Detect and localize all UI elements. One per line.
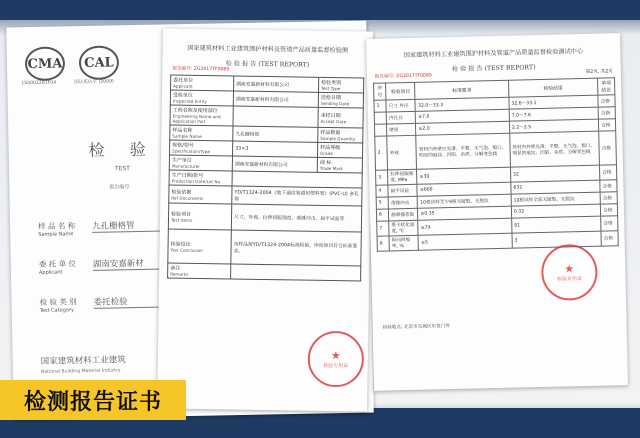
info-key2-en: Sending Date [320, 100, 350, 107]
logo-code-right: 国认监认字 (2009) [74, 79, 114, 86]
info-key-en: Specification/Type [172, 148, 211, 155]
result-no: 8 [377, 236, 389, 251]
result-no: 7 [377, 221, 389, 236]
result-res: 3 [512, 231, 602, 248]
info-key2-cn: 样品等级 [320, 144, 341, 152]
col-con: 单项结论 [598, 78, 615, 95]
info-key [168, 263, 231, 279]
right-title-sub: 检 验 报 告 (TEST REPORT) [451, 64, 536, 73]
result-con: 合格 [600, 180, 617, 192]
info-key2 [317, 142, 362, 158]
result-item: 落锤冲击 [388, 196, 418, 209]
info-key-en: Production Date/Lot No. [171, 178, 222, 185]
middle-title-sub: 检 验 报 告 (TEST REPORT) [225, 60, 310, 69]
result-con: 合格 [599, 131, 617, 165]
info-key-en: Engineering Name and Application Part [172, 113, 221, 125]
info-key-en: Applicant [173, 83, 193, 89]
result-item: 维卡软化温度, ℃ [389, 220, 419, 236]
middle-title-cn: 国家建筑材料工业建筑围护材料及管道产品质量监督检验测 [187, 44, 349, 55]
category-en: Test Category [39, 307, 75, 314]
info-key2-cn: 送检日期 [320, 94, 341, 102]
col-res: 检验结果 [508, 78, 598, 97]
test-location-note: 检验地点: 北京市东城区东直门外 [382, 324, 450, 331]
info-key2 [317, 157, 362, 173]
info-key-cn: 受检单位 [172, 92, 194, 99]
info-key [168, 203, 231, 230]
info-value: 湖南安嘉新材料有限公司 [234, 76, 319, 92]
result-no: 6 [376, 209, 388, 221]
info-key-cn: 检验依据 [171, 189, 192, 196]
info-key2 [318, 92, 363, 108]
info-key2 [318, 127, 363, 143]
result-res: 7.0～7.6 [509, 107, 598, 121]
info-value: 湖南安嘉新材料有限公司 [233, 91, 318, 107]
middle-title [172, 43, 362, 70]
result-res: 2.2～2.5 [509, 119, 598, 133]
info-value [233, 106, 318, 127]
result-res: 32 [510, 165, 600, 182]
client-row [39, 258, 76, 276]
sample-name-value: 九孔栅格管 [92, 219, 162, 233]
info-key-cn: 检验结论 [170, 241, 191, 248]
result-item: 静摩擦系数 [389, 208, 419, 221]
info-key [171, 75, 234, 91]
info-key2-en: Trade Mark [319, 165, 343, 172]
info-key [170, 140, 233, 156]
result-res: 632 [511, 180, 600, 194]
result-con: 合格 [600, 165, 617, 180]
info-key2-en: Grade [320, 150, 333, 157]
logo-code-left: 150002281F04 [21, 80, 57, 87]
info-value: 33×3 [233, 141, 318, 157]
client-en: Applicant [38, 269, 63, 276]
result-req: ≥600 [417, 182, 511, 196]
category-label: 检 验 类 别 [39, 297, 77, 307]
info-key-en: Test Conclusion [170, 247, 203, 253]
certification-logos [25, 45, 120, 81]
info-key2-en: Test Type [321, 85, 341, 92]
result-item: 扁平试验 [388, 184, 418, 197]
info-key [170, 90, 233, 106]
right-page-no: 第2页, 共2页 [585, 69, 613, 75]
middle-report-no: 报告编号: ZG2017TF0089 [172, 66, 230, 73]
info-key-cn: 生产日期/批号 [171, 172, 204, 180]
result-con: 合格 [598, 107, 615, 119]
cover-test-label: TEST [114, 165, 131, 173]
result-item: 纵向回缩率, % [389, 235, 419, 251]
result-res: 10根试样全部无破裂、无裂纹 [511, 192, 600, 206]
result-req: 10根试样至少9根无破裂、无裂纹 [418, 194, 512, 208]
cover-title: 检 验 [88, 139, 156, 160]
info-key [169, 170, 232, 186]
right-report-no: 报告编号: ZG2017TF0089 [374, 73, 432, 80]
cal-logo: CAL [79, 45, 120, 80]
info-value: 湖南安嘉新材料有限公司 [232, 156, 317, 172]
info-key-cn: 生产单位 [171, 157, 192, 164]
caption-text: 检测报告证书 [23, 389, 162, 415]
report-info-sheet [157, 28, 373, 411]
right-stamp-text: 检验专用章 [556, 276, 583, 283]
results-table [373, 77, 619, 251]
category-value: 委托检验 [93, 295, 163, 309]
col-req: 标准要求 [415, 80, 509, 99]
info-key-cn: 备注 [170, 265, 181, 272]
result-item: 外观 [387, 135, 417, 170]
info-key2 [319, 77, 364, 93]
result-req: ≤5 [418, 233, 512, 250]
info-key [170, 105, 233, 126]
info-key [168, 229, 232, 264]
info-key-en: Ref Documents [171, 195, 204, 201]
result-con: 合格 [598, 95, 615, 107]
info-key [170, 125, 233, 141]
info-table [167, 74, 364, 281]
info-key2-cn: 检验类别 [321, 79, 342, 87]
result-no [374, 112, 386, 124]
sample-name-row [38, 220, 75, 238]
result-con: 合格 [600, 204, 617, 216]
col-no: 序号 [374, 83, 387, 100]
result-req: ≥79 [418, 218, 512, 235]
info-key-cn: 工程名称及使用部位 [172, 107, 218, 115]
info-row [168, 203, 361, 232]
result-row [375, 131, 617, 170]
right-stamp: ★ 检验专用章 [541, 244, 598, 301]
logo-codes [21, 79, 114, 86]
report-results-sheet [366, 33, 628, 391]
info-key2 [318, 107, 363, 128]
info-key2-cn: 商 标 [319, 159, 332, 167]
sample-name-label: 样 品 名 称 [38, 221, 76, 231]
result-item: 尺寸 外径 [386, 99, 416, 112]
result-no: 3 [376, 170, 388, 185]
caption-banner [0, 380, 186, 420]
info-key [169, 155, 232, 171]
info-value: 尺寸、外观、拉伸屈服强度、落锤冲击、扁平试验等 [231, 204, 361, 232]
info-key2-en: Sample Quantity [320, 135, 356, 142]
cover-footer-en: National Building Material Industry [40, 368, 121, 375]
info-key-en: Manufacturer [171, 163, 200, 169]
result-con: 合格 [600, 192, 617, 204]
result-no: 2 [375, 136, 388, 170]
info-key [169, 185, 232, 204]
info-key2-cn: 来样日期 [320, 112, 341, 119]
cover-report-no: 报告编号 [109, 184, 130, 191]
client-label: 委 托 单 位 [38, 259, 77, 269]
client-value: 湖南安嘉新材 [93, 257, 163, 271]
info-value: YD/T1324-2004《地下通信管道用塑料管》(PVC-U) 多孔管 [232, 186, 362, 206]
info-value: 该样品按YD/T1324-2004标准检验，所检项目符合标准要求。 [231, 230, 362, 266]
category-row [39, 296, 76, 314]
result-item: 壁厚 [387, 123, 417, 136]
info-key-cn: 委托单位 [173, 77, 194, 84]
info-key-cn: 规格/型号 [172, 142, 194, 149]
result-req: ≤0.35 [418, 206, 512, 220]
result-no: 1 [374, 100, 386, 112]
result-item: 拉伸屈服强度, MPa [388, 169, 418, 185]
result-con: 合格 [598, 119, 615, 131]
result-res: 管材内外壁光滑、平整，无气泡、裂口、明显的痕纹、凹陷、杂质、分解变色线 [510, 131, 600, 167]
info-key-en: Remarks [170, 271, 189, 277]
middle-stamp: ★ 检验专用章 [307, 331, 364, 388]
result-req: 管材内外壁应光滑、平整，无气泡、裂口、明显的痕纹、凹陷、杂质、分解变色线 [416, 133, 510, 169]
result-item: 内孔径 [386, 111, 416, 124]
result-req: ≥7.0 [416, 109, 510, 123]
cma-logo: CMA [25, 46, 66, 81]
info-row [168, 229, 362, 266]
result-res: 0.32 [511, 204, 600, 218]
info-key-cn: 检验项目 [171, 211, 192, 218]
cover-footer-cn: 国家建筑材料工业建筑 [40, 355, 126, 367]
result-req: 32.0～33.3 [415, 97, 509, 111]
info-row [168, 263, 361, 281]
result-no [374, 124, 386, 136]
right-title-cn: 国家建筑材料工业建筑围护材料及管道产品质量监督检验测试中心 [403, 48, 584, 60]
info-value: 九孔栅格管 [233, 126, 318, 142]
info-key-en: Test Items [170, 217, 193, 223]
result-res: 32.6～33.1 [509, 95, 598, 109]
result-req: ≥30 [417, 167, 511, 184]
result-no: 4 [376, 185, 388, 197]
result-con: 合格 [601, 231, 618, 246]
info-key2-cn: 样品数量 [320, 129, 341, 137]
result-no: 5 [376, 197, 388, 209]
info-key-cn: 样品名称 [172, 127, 193, 134]
info-key-en: Sample Name [172, 133, 202, 139]
info-value [231, 264, 361, 281]
info-key2-en: Accept Date [320, 118, 347, 124]
col-item: 检验项目 [386, 82, 416, 100]
top-frame [0, 0, 640, 20]
right-title [374, 45, 612, 74]
result-res: 81 [512, 216, 602, 233]
sample-name-en: Sample Name [38, 231, 74, 238]
result-req: ≥2.0 [416, 121, 510, 135]
result-con: 合格 [601, 216, 618, 231]
middle-stamp-text: 检验专用章 [323, 362, 349, 370]
info-key-en: Inspected Entity [172, 98, 207, 105]
